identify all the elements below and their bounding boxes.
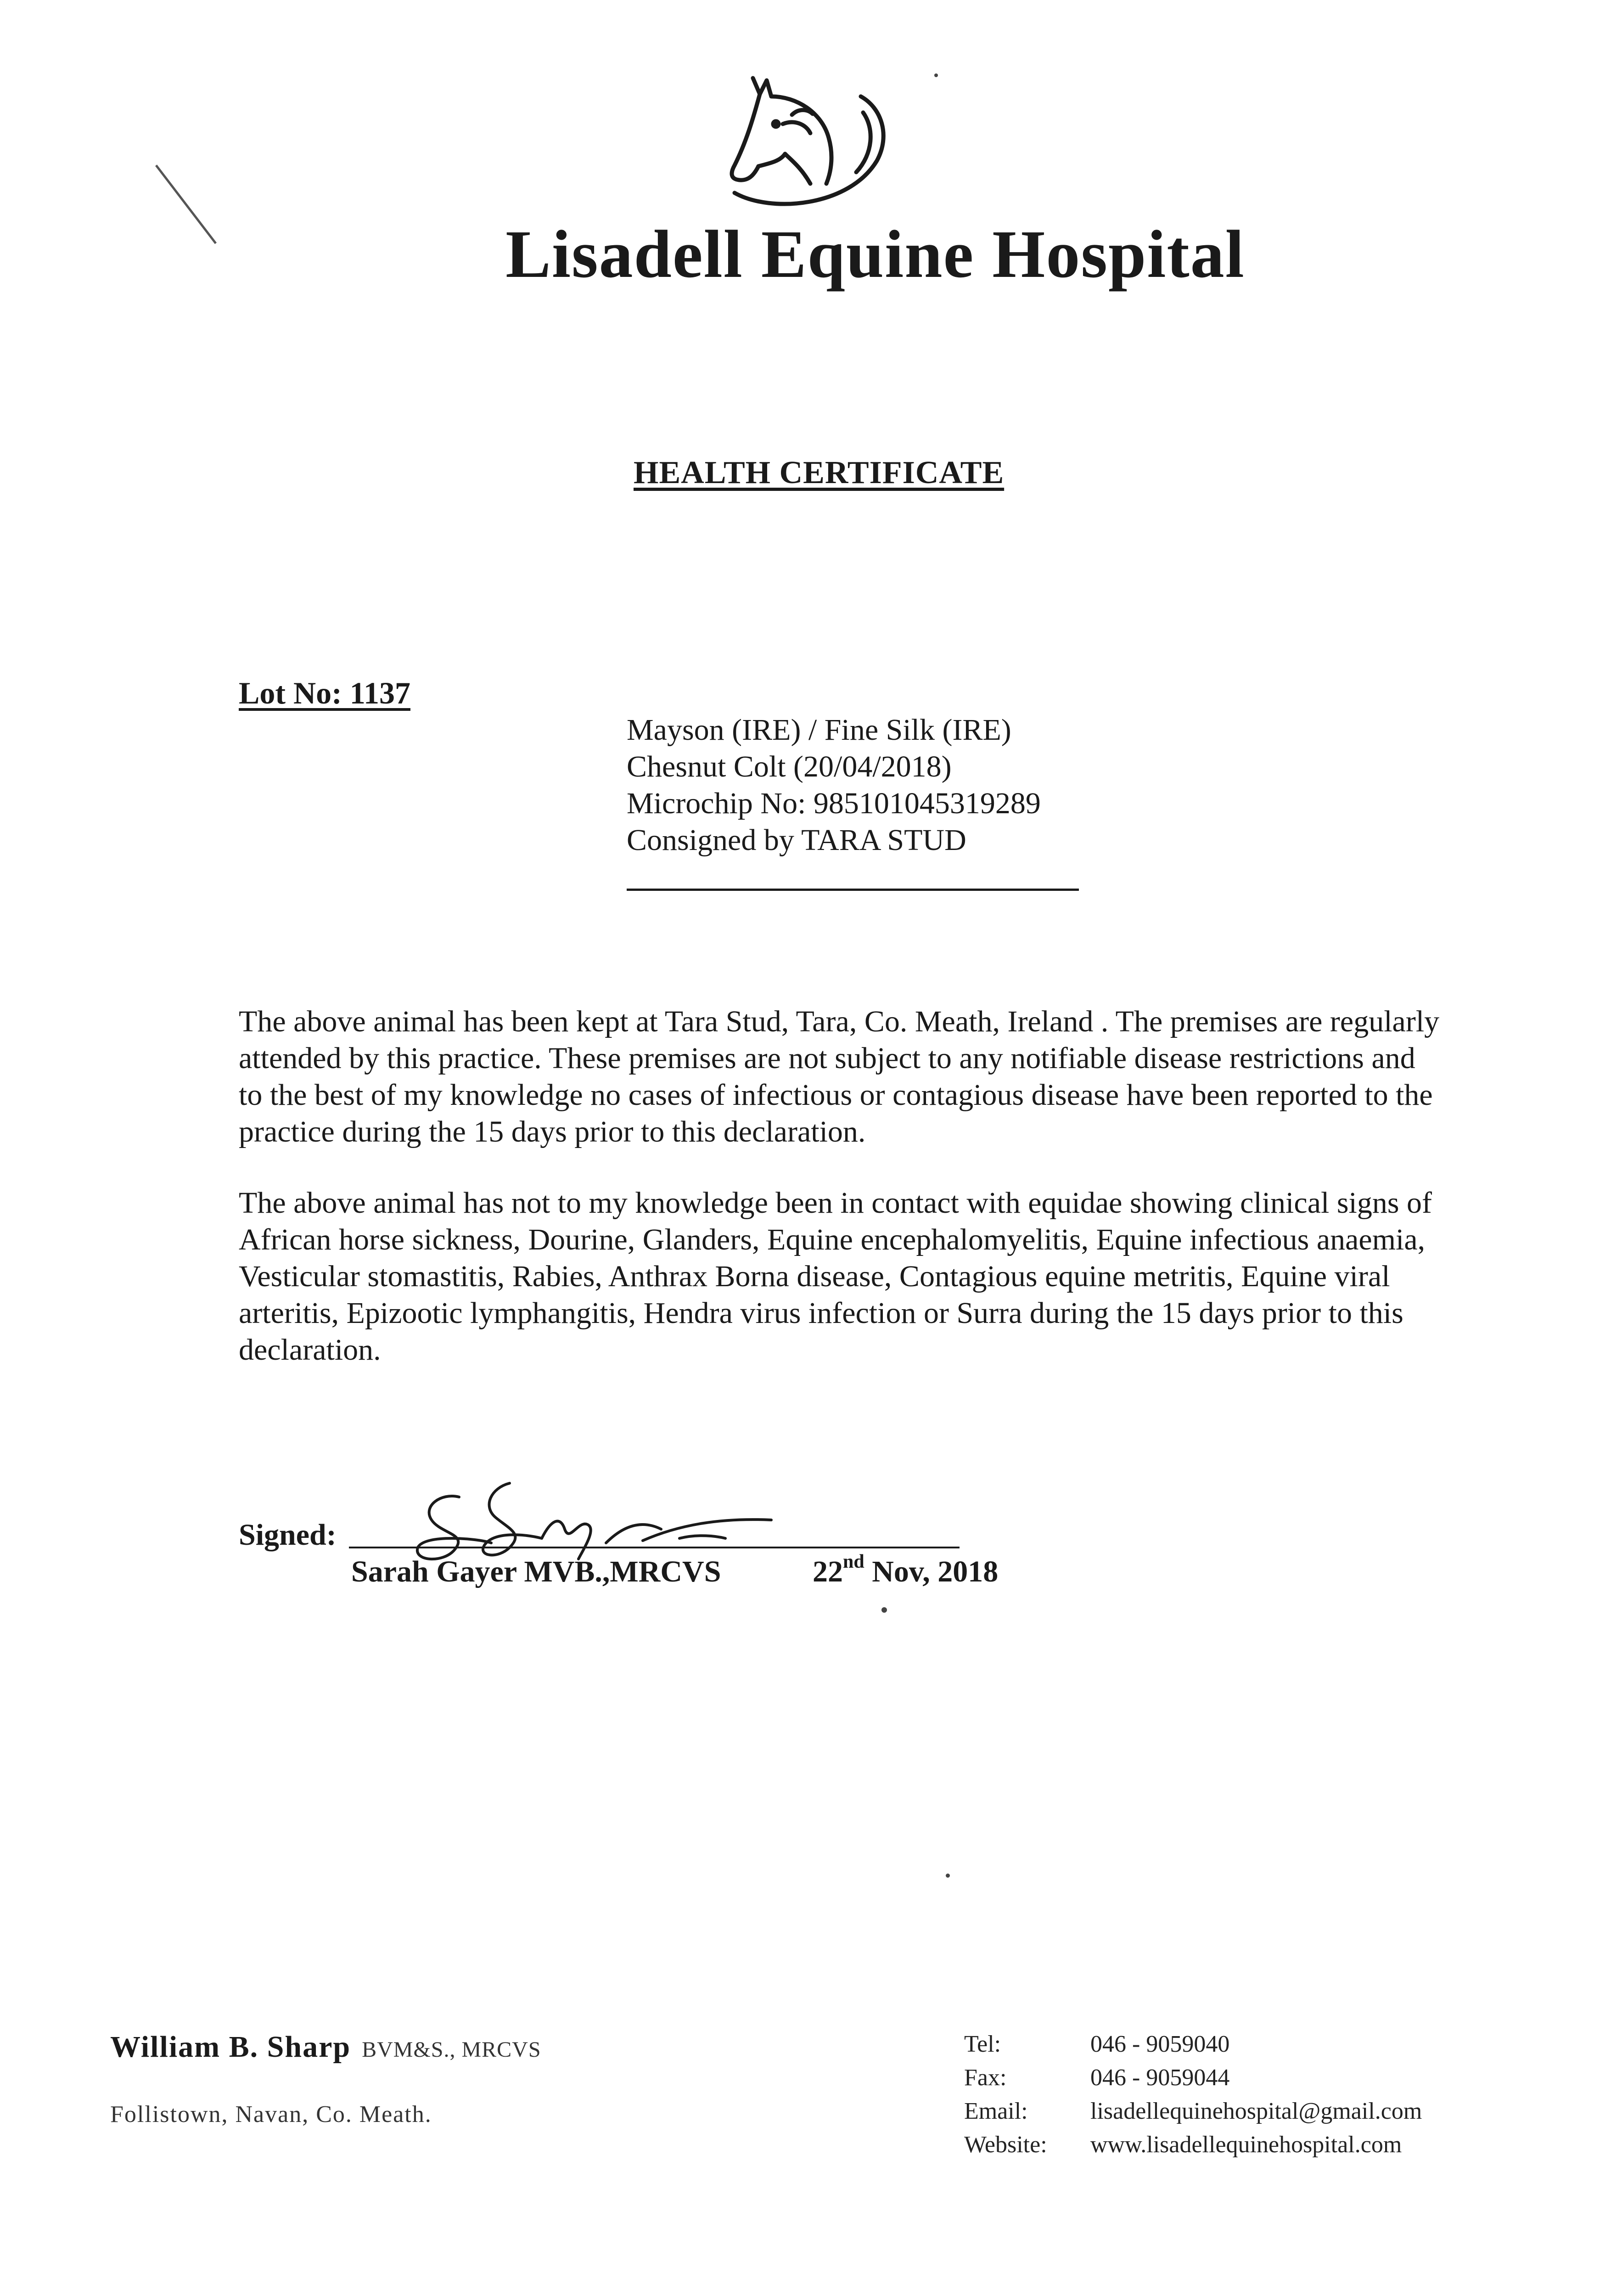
contact-details bbox=[964, 2027, 1422, 2161]
contact-row-website bbox=[964, 2128, 1422, 2161]
horse-breeding: Mayson (IRE) / Fine Silk (IRE) bbox=[627, 713, 1011, 747]
microchip-number: Microchip No: 985101045319289 bbox=[627, 787, 1041, 820]
lot-number: Lot No: 1137 bbox=[239, 675, 410, 710]
disease-contact-declaration: The above animal has not to my knowledge been in contact with equidae showing clinical signs of African horse sickness, Dourine, Glanders, Equine encephalomyelitis, Equine infectious anaemia, Vesticular stomastitis, Rabies, Anthrax Borna disease, Contagious equine metritis, Equine viral arteritis, Epizootic lymphangitis, Hendra virus infection or Surra during the 15 days prior to this declaration. bbox=[239, 1186, 1432, 1367]
contact-row-tel bbox=[964, 2027, 1422, 2061]
email-value: lisadellequinehospital@gmail.com bbox=[1090, 2098, 1422, 2124]
contact-row-fax bbox=[964, 2061, 1422, 2094]
scan-dot bbox=[946, 1874, 950, 1878]
consignor: Consigned by TARA STUD bbox=[627, 823, 966, 857]
vet-name bbox=[110, 2030, 541, 2065]
horse-details bbox=[627, 712, 1041, 859]
scan-dot bbox=[934, 73, 938, 77]
date-month-year: Nov, 2018 bbox=[864, 1555, 999, 1588]
scan-dot bbox=[881, 1607, 887, 1613]
signed-label: Signed: bbox=[239, 1518, 337, 1552]
website-value: www.lisadellequinehospital.com bbox=[1090, 2132, 1402, 2158]
scan-mark bbox=[152, 161, 225, 253]
contact-row-email bbox=[964, 2094, 1422, 2128]
date-suffix: nd bbox=[843, 1551, 864, 1572]
hospital-name: Lisadell Equine Hospital bbox=[505, 217, 1245, 292]
vet-qualifications: BVM&S., MRCVS bbox=[362, 2037, 541, 2062]
practice-address: Follistown, Navan, Co. Meath. bbox=[110, 2101, 432, 2127]
premises-declaration: The above animal has been kept at Tara Stud, Tara, Co. Meath, Ireland . The premises are regularly attended by this practice. These premises are not subject to any notifiable disease restrictions and to the best of my knowledge no cases of infectious or contagious disease have been reported to the practice during the 15 days prior to this declaration. bbox=[239, 1005, 1440, 1148]
certificate-title: HEALTH CERTIFICATE bbox=[634, 455, 1005, 490]
fax-label: Fax: bbox=[964, 2065, 1007, 2091]
email-label: Email: bbox=[964, 2098, 1028, 2124]
signer-name: Sarah Gayer MVB.,MRCVS bbox=[351, 1555, 721, 1588]
tel-value: 046 - 9059040 bbox=[1090, 2031, 1230, 2057]
horse-head-icon bbox=[702, 69, 895, 216]
details-divider bbox=[627, 889, 1079, 891]
horse-description: Chesnut Colt (20/04/2018) bbox=[627, 750, 952, 783]
tel-label: Tel: bbox=[964, 2031, 1001, 2057]
date-day: 22 bbox=[813, 1555, 843, 1588]
vet-name-text: William B. Sharp bbox=[110, 2030, 351, 2064]
fax-value: 046 - 9059044 bbox=[1090, 2065, 1230, 2091]
signature-date bbox=[813, 1551, 999, 1589]
website-label: Website: bbox=[964, 2132, 1047, 2158]
